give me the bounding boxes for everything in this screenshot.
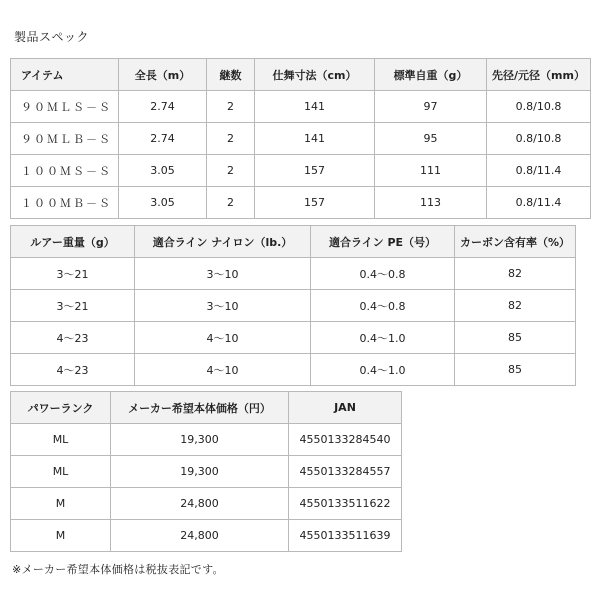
cell-closed-length: 157 xyxy=(255,155,375,187)
cell-item: ９０ＭＬＢ－Ｓ xyxy=(11,123,119,155)
cell-nylon-line: 4～10 xyxy=(135,322,311,354)
table-row xyxy=(11,155,591,187)
cell-lure-weight: 3～21 xyxy=(11,258,135,290)
cell-jan: 4550133511639 xyxy=(289,520,402,552)
table-row xyxy=(11,258,576,290)
table-row xyxy=(11,354,576,386)
cell-price: 24,800 xyxy=(111,520,289,552)
cell-nylon-line: 4～10 xyxy=(135,354,311,386)
cell-power-rank: M xyxy=(11,520,111,552)
cell-item: １００ＭＳ－Ｓ xyxy=(11,155,119,187)
table-header-row xyxy=(11,392,402,424)
cell-diameter: 0.8/10.8 xyxy=(487,123,591,155)
page-title: 製品スペック xyxy=(14,30,90,44)
cell-weight: 111 xyxy=(375,155,487,187)
cell-diameter: 0.8/10.8 xyxy=(487,91,591,123)
cell-jan: 4550133284540 xyxy=(289,424,402,456)
table-header-row xyxy=(11,59,591,91)
cell-weight: 97 xyxy=(375,91,487,123)
header-nylon-line: 適合ライン ナイロン（lb.） xyxy=(135,226,311,258)
table-row xyxy=(11,424,402,456)
table-row xyxy=(11,91,591,123)
header-lure-weight: ルアー重量（g） xyxy=(11,226,135,258)
header-closed-length: 仕舞寸法（cm） xyxy=(255,59,375,91)
table-row xyxy=(11,290,576,322)
header-price: メーカー希望本体価格（円） xyxy=(111,392,289,424)
cell-jan: 4550133284557 xyxy=(289,456,402,488)
cell-closed-length: 157 xyxy=(255,187,375,219)
cell-jan: 4550133511622 xyxy=(289,488,402,520)
table-row xyxy=(11,322,576,354)
cell-lure-weight: 3～21 xyxy=(11,290,135,322)
cell-price: 19,300 xyxy=(111,456,289,488)
header-weight: 標準自重（g） xyxy=(375,59,487,91)
table-header-row xyxy=(11,226,576,258)
cell-length: 2.74 xyxy=(119,91,207,123)
cell-carbon-content: 82 xyxy=(455,258,576,290)
cell-diameter: 0.8/11.4 xyxy=(487,155,591,187)
cell-closed-length: 141 xyxy=(255,91,375,123)
cell-sections: 2 xyxy=(207,187,255,219)
cell-sections: 2 xyxy=(207,91,255,123)
table-row xyxy=(11,488,402,520)
cell-lure-weight: 4～23 xyxy=(11,354,135,386)
cell-item: １００ＭＢ－Ｓ xyxy=(11,187,119,219)
cell-sections: 2 xyxy=(207,155,255,187)
spec-table-line xyxy=(10,225,576,386)
table-row xyxy=(11,187,591,219)
cell-power-rank: ML xyxy=(11,456,111,488)
price-footnote: ※メーカー希望本体価格は税抜表記です。 xyxy=(12,563,224,576)
cell-diameter: 0.8/11.4 xyxy=(487,187,591,219)
cell-power-rank: M xyxy=(11,488,111,520)
spec-table-price xyxy=(10,391,402,552)
header-jan: JAN xyxy=(289,392,402,424)
table-row xyxy=(11,520,402,552)
spec-table-dimensions xyxy=(10,58,591,219)
cell-price: 19,300 xyxy=(111,424,289,456)
cell-pe-line: 0.4～0.8 xyxy=(311,290,455,322)
header-pe-line: 適合ライン PE（号） xyxy=(311,226,455,258)
cell-weight: 95 xyxy=(375,123,487,155)
cell-length: 2.74 xyxy=(119,123,207,155)
header-power-rank: パワーランク xyxy=(11,392,111,424)
header-tip-butt-diameter: 先径/元径（mm） xyxy=(487,59,591,91)
cell-nylon-line: 3～10 xyxy=(135,290,311,322)
table-row xyxy=(11,123,591,155)
cell-length: 3.05 xyxy=(119,187,207,219)
cell-pe-line: 0.4～1.0 xyxy=(311,322,455,354)
cell-power-rank: ML xyxy=(11,424,111,456)
cell-length: 3.05 xyxy=(119,155,207,187)
cell-weight: 113 xyxy=(375,187,487,219)
header-length: 全長（m） xyxy=(119,59,207,91)
header-carbon-content: カーボン含有率（%） xyxy=(455,226,576,258)
cell-carbon-content: 85 xyxy=(455,322,576,354)
cell-closed-length: 141 xyxy=(255,123,375,155)
cell-lure-weight: 4～23 xyxy=(11,322,135,354)
cell-price: 24,800 xyxy=(111,488,289,520)
cell-carbon-content: 82 xyxy=(455,290,576,322)
cell-nylon-line: 3～10 xyxy=(135,258,311,290)
cell-pe-line: 0.4～1.0 xyxy=(311,354,455,386)
header-item: アイテム xyxy=(11,59,119,91)
cell-pe-line: 0.4～0.8 xyxy=(311,258,455,290)
header-sections: 継数 xyxy=(207,59,255,91)
cell-carbon-content: 85 xyxy=(455,354,576,386)
cell-sections: 2 xyxy=(207,123,255,155)
table-row xyxy=(11,456,402,488)
cell-item: ９０ＭＬＳ－Ｓ xyxy=(11,91,119,123)
